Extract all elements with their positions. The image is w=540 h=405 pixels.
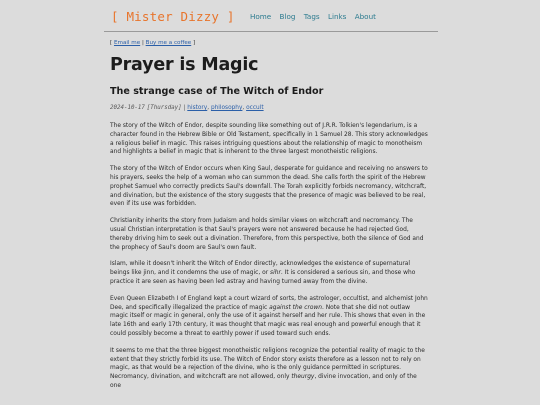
post-body [110, 122, 428, 399]
tag-philosophy-link[interactable]: philosophy [210, 105, 243, 111]
paragraph-text: Christianity inherits the story from Judaism and holds similar views on witchcraft and necromancy. The usual Christian interpretation is that Saul's prayers were not answered because he had rejected God, thereby driving him to seek out a divination. Therefore, from this perspective, both the silence of God and the prophecy of Saul's doom are Saul's own fault. [110, 218, 424, 251]
tag-history-link[interactable]: history [187, 105, 208, 111]
paragraph-text: The story of the Witch of Endor occurs when King Saul, desperate for guidance and receiving no answers to his prayers, seeks the help of a woman who can summon the dead. She calls forth the spirit of the Hebrew prophet Samuel who correctly predicts Saul's downfall. The Torah explicitly forbids necromancy, witchcraft, and divination, but the existence of the story suggests that the presence of magic was believed to be real, even if its use was forbidden. [110, 166, 428, 208]
bracket-open: [ [110, 40, 113, 46]
paragraph-text: , divine invocation, and only of the one [110, 374, 417, 389]
emphasis-text: sihr [270, 270, 281, 277]
paragraph-text: . It is considered a serious sin, and those who practice it are seen as having been led astray and having turned away from the divine. [110, 270, 416, 285]
site-header [104, 0, 438, 32]
support-links [110, 40, 195, 46]
paragraph [110, 295, 428, 339]
nav-about-link[interactable]: About [354, 12, 376, 21]
emphasis-text: theurgy [291, 374, 315, 381]
paragraph [110, 122, 428, 157]
link-separator: | [141, 40, 144, 46]
post-date: 2024-10-17 [110, 105, 145, 111]
paragraph-text: It seems to me that the three biggest monotheistic religions recognize the potential reality of magic to the extent that they strictly forbid its use. The Witch of Endor story exists therefore as a lesson not to rely on magic, as that would be a rejection of the divine, who is the only guidance permitted in scriptures. Necromancy, divination, and witchcraft are not allowed, only [110, 347, 425, 381]
post-meta: 2024-10-17 [Thursday] | history, philosophy, occult [110, 105, 264, 111]
main-nav [250, 12, 382, 21]
email-me-link[interactable]: Email me [113, 40, 141, 46]
site-logo[interactable]: [ Mister Dizzy ] [111, 9, 235, 24]
paragraph-text: The story of the Witch of Endor, despite sounding like something out of J.R.R. Tolkien's legendarium, is a character found in the Hebrew Bible or Old Testament, specifically in 1 Samuel 28. This story acknowledges a religious belief in magic. This raises intriguing questions about the relationship of magic to monotheism and highlights a belief in magic that is inherent to the three largest monotheistic religions. [110, 123, 428, 156]
paragraph [110, 347, 428, 391]
nav-blog-link[interactable]: Blog [279, 12, 296, 21]
post-subtitle: The strange case of The Witch of Endor [110, 86, 324, 97]
paragraph-text: Islam, while it doesn't inherit the Witch of Endor directly, acknowledges the existence of supernatural beings like jinn, and it condemns the use of magic, or [110, 261, 411, 277]
paragraph-text: . Note that she did not outlaw magic itself or magic in general, only the use of it against herself and her rule. This shows that even in the late 16th and early 17th century, it was thought that magic was real enough and powerful enough that it could possibly become a threat to earthly power if used toward such ends. [110, 304, 426, 337]
nav-tags-link[interactable]: Tags [303, 12, 320, 21]
buy-coffee-link[interactable]: Buy me a coffee [145, 40, 192, 46]
paragraph [110, 260, 428, 286]
tag-occult-link[interactable]: occult [246, 105, 264, 111]
paragraph [110, 165, 428, 209]
emphasis-text: against the crown [269, 304, 323, 311]
post-weekday: [Thursday] [146, 105, 182, 111]
nav-links-link[interactable]: Links [327, 12, 347, 21]
post-title: Prayer is Magic [110, 55, 259, 75]
paragraph-text: Even Queen Elizabeth I of England kept a court wizard of sorts, the astrologer, occultist, and alchemist John Dee, and specifically illegalized the practice of magic [110, 295, 428, 311]
paragraph [110, 217, 428, 252]
nav-home-link[interactable]: Home [250, 12, 272, 21]
bracket-close: ] [193, 40, 196, 46]
